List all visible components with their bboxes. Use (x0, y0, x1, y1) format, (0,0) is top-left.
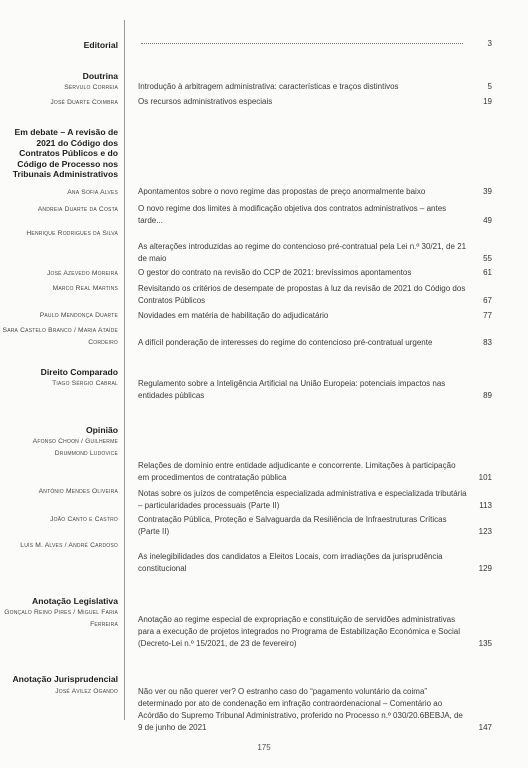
toc-entry-title: Introdução à arbitragem administrativa: características e traços distintivos (138, 82, 399, 91)
toc-entry-title: Contratação Pública, Proteção e Salvaguarda da Resiliência de Infraestruturas Críticas (Parte II) (138, 515, 447, 536)
toc-page-number: 113 (479, 501, 492, 510)
toc-entry-title: Anotação ao regime especial de expropriação e constituição de servidões administrativas para a execução de projetos integrados no Programa de Estabilização Económica e Social (Decreto-Lei n.º 15/2021, de 23 de fevereiro) (138, 615, 460, 648)
author: Sérvulo Correia (64, 84, 118, 91)
toc-page-number: 39 (483, 187, 492, 196)
author: Paulo Mendonça Duarte (39, 312, 118, 319)
toc-page-number: 49 (483, 216, 492, 225)
section-em-debate: Em debate – A revisão de 2021 do Código dos Contratos Públicos e do Código de Processo nos Tribunais Administrativos (12, 127, 118, 179)
author: José Azevedo Moreira (46, 270, 118, 277)
toc-page-number: 55 (483, 254, 492, 263)
toc-entry-title: O novo regime dos limites à modificação objetiva dos contratos administrativos – antes tarde... (138, 204, 447, 225)
column-divider (124, 20, 125, 720)
author: António Mendes Oliveira (38, 488, 118, 495)
section-direito-comparado: Direito Comparado (40, 367, 118, 377)
author: Gonçalo Reino Pires / Miguel Faria Ferreira (4, 609, 118, 628)
author: Sara Castelo Branco / Maria Ataíde Cordeiro (2, 327, 118, 346)
author: José Duarte Coimbra (50, 99, 118, 106)
toc-entry-title: Os recursos administrativos especiais (138, 97, 273, 106)
toc-entry-title: Relações de domínio entre entidade adjudicante e concorrente. Limitações à participação em procedimentos de contratação pública (138, 461, 456, 482)
author: Tiago Sérgio Cabral (52, 380, 118, 387)
author: João Canto e Castro (50, 516, 118, 523)
toc-page-number: 19 (483, 97, 492, 106)
toc-entry-title: As alterações introduzidas ao regime do contencioso pré-contratual pela Lei n.º 30/21, de 21 de maio (138, 242, 467, 263)
toc-entry-title: Notas sobre os juízos de competência especializada administrativa e especializada tributária – particularidades processuais (Parte II) (138, 489, 467, 510)
toc-page-number: 129 (478, 564, 492, 573)
toc-page-number: 89 (483, 391, 492, 400)
toc-entry-title: As inelegibilidades dos candidatos a Eleitos Locais, com irradiações da jurisprudência constitucional (138, 552, 443, 573)
author: Ana Sofia Alves (67, 189, 118, 196)
author: Afonso Choon / Guilherme Drummond Ludovice (32, 438, 118, 457)
author: Marco Real Martins (52, 285, 118, 292)
toc-page-number: 101 (478, 473, 492, 482)
author: José Avilez Ogando (55, 688, 118, 695)
toc-entry-title: A difícil ponderação de interesses do regime do contencioso pré-contratual urgente (138, 338, 433, 347)
section-anotacao-jurisprudencial: Anotação Jurisprudencial (12, 674, 118, 684)
section-editorial: Editorial (83, 40, 118, 50)
section-doutrina: Doutrina (82, 71, 118, 81)
toc-page-number: 61 (483, 268, 492, 277)
section-anotacao-legislativa: Anotação Legislativa (32, 596, 118, 606)
author: Luís M. Alves / André Cardoso (20, 542, 118, 549)
toc-entry-title: Regulamento sobre a Inteligência Artificial na União Europeia: potenciais impactos nas entidades públicas (138, 379, 446, 400)
toc-page-number: 147 (478, 723, 492, 732)
toc-entry-title: Apontamentos sobre o novo regime das propostas de preço anormalmente baixo (138, 187, 426, 196)
toc-page-number: 135 (478, 639, 492, 648)
toc-entry-title: O gestor do contrato na revisão do CCP de 2021: brevíssimos apontamentos (138, 268, 412, 277)
toc-page-number: 123 (478, 527, 492, 536)
author: Andreia Duarte da Costa (37, 206, 118, 213)
toc-page-number: 3 (487, 39, 492, 48)
toc-page-number: 77 (483, 311, 492, 320)
toc-entry-title: Revisitando os critérios de desempate de propostas à luz da revisão de 2021 do Código dos Contratos Públicos (138, 284, 466, 305)
toc-page-number: 5 (487, 82, 492, 91)
toc-entry-title: Não ver ou não querer ver? O estranho caso do “pagamento voluntário da coima” determinado por ato de condenação em infração contraordenacional – Comentário ao Acórdão do Supremo Tribunal Administrativo, proferido no Processo n.º 030/20.6BEBJA, de 9 de junho de 2021 (138, 687, 463, 732)
page-number: 175 (257, 743, 271, 752)
toc-entry-editorial-leader (138, 38, 468, 50)
section-opiniao: Opinião (86, 425, 118, 435)
toc-entry-title: Novidades em matéria de habilitação do adjudicatário (138, 311, 329, 320)
toc-page-number: 67 (483, 296, 492, 305)
author: Henrique Rodrigues da Silva (26, 230, 118, 237)
toc-page-number: 83 (483, 338, 492, 347)
